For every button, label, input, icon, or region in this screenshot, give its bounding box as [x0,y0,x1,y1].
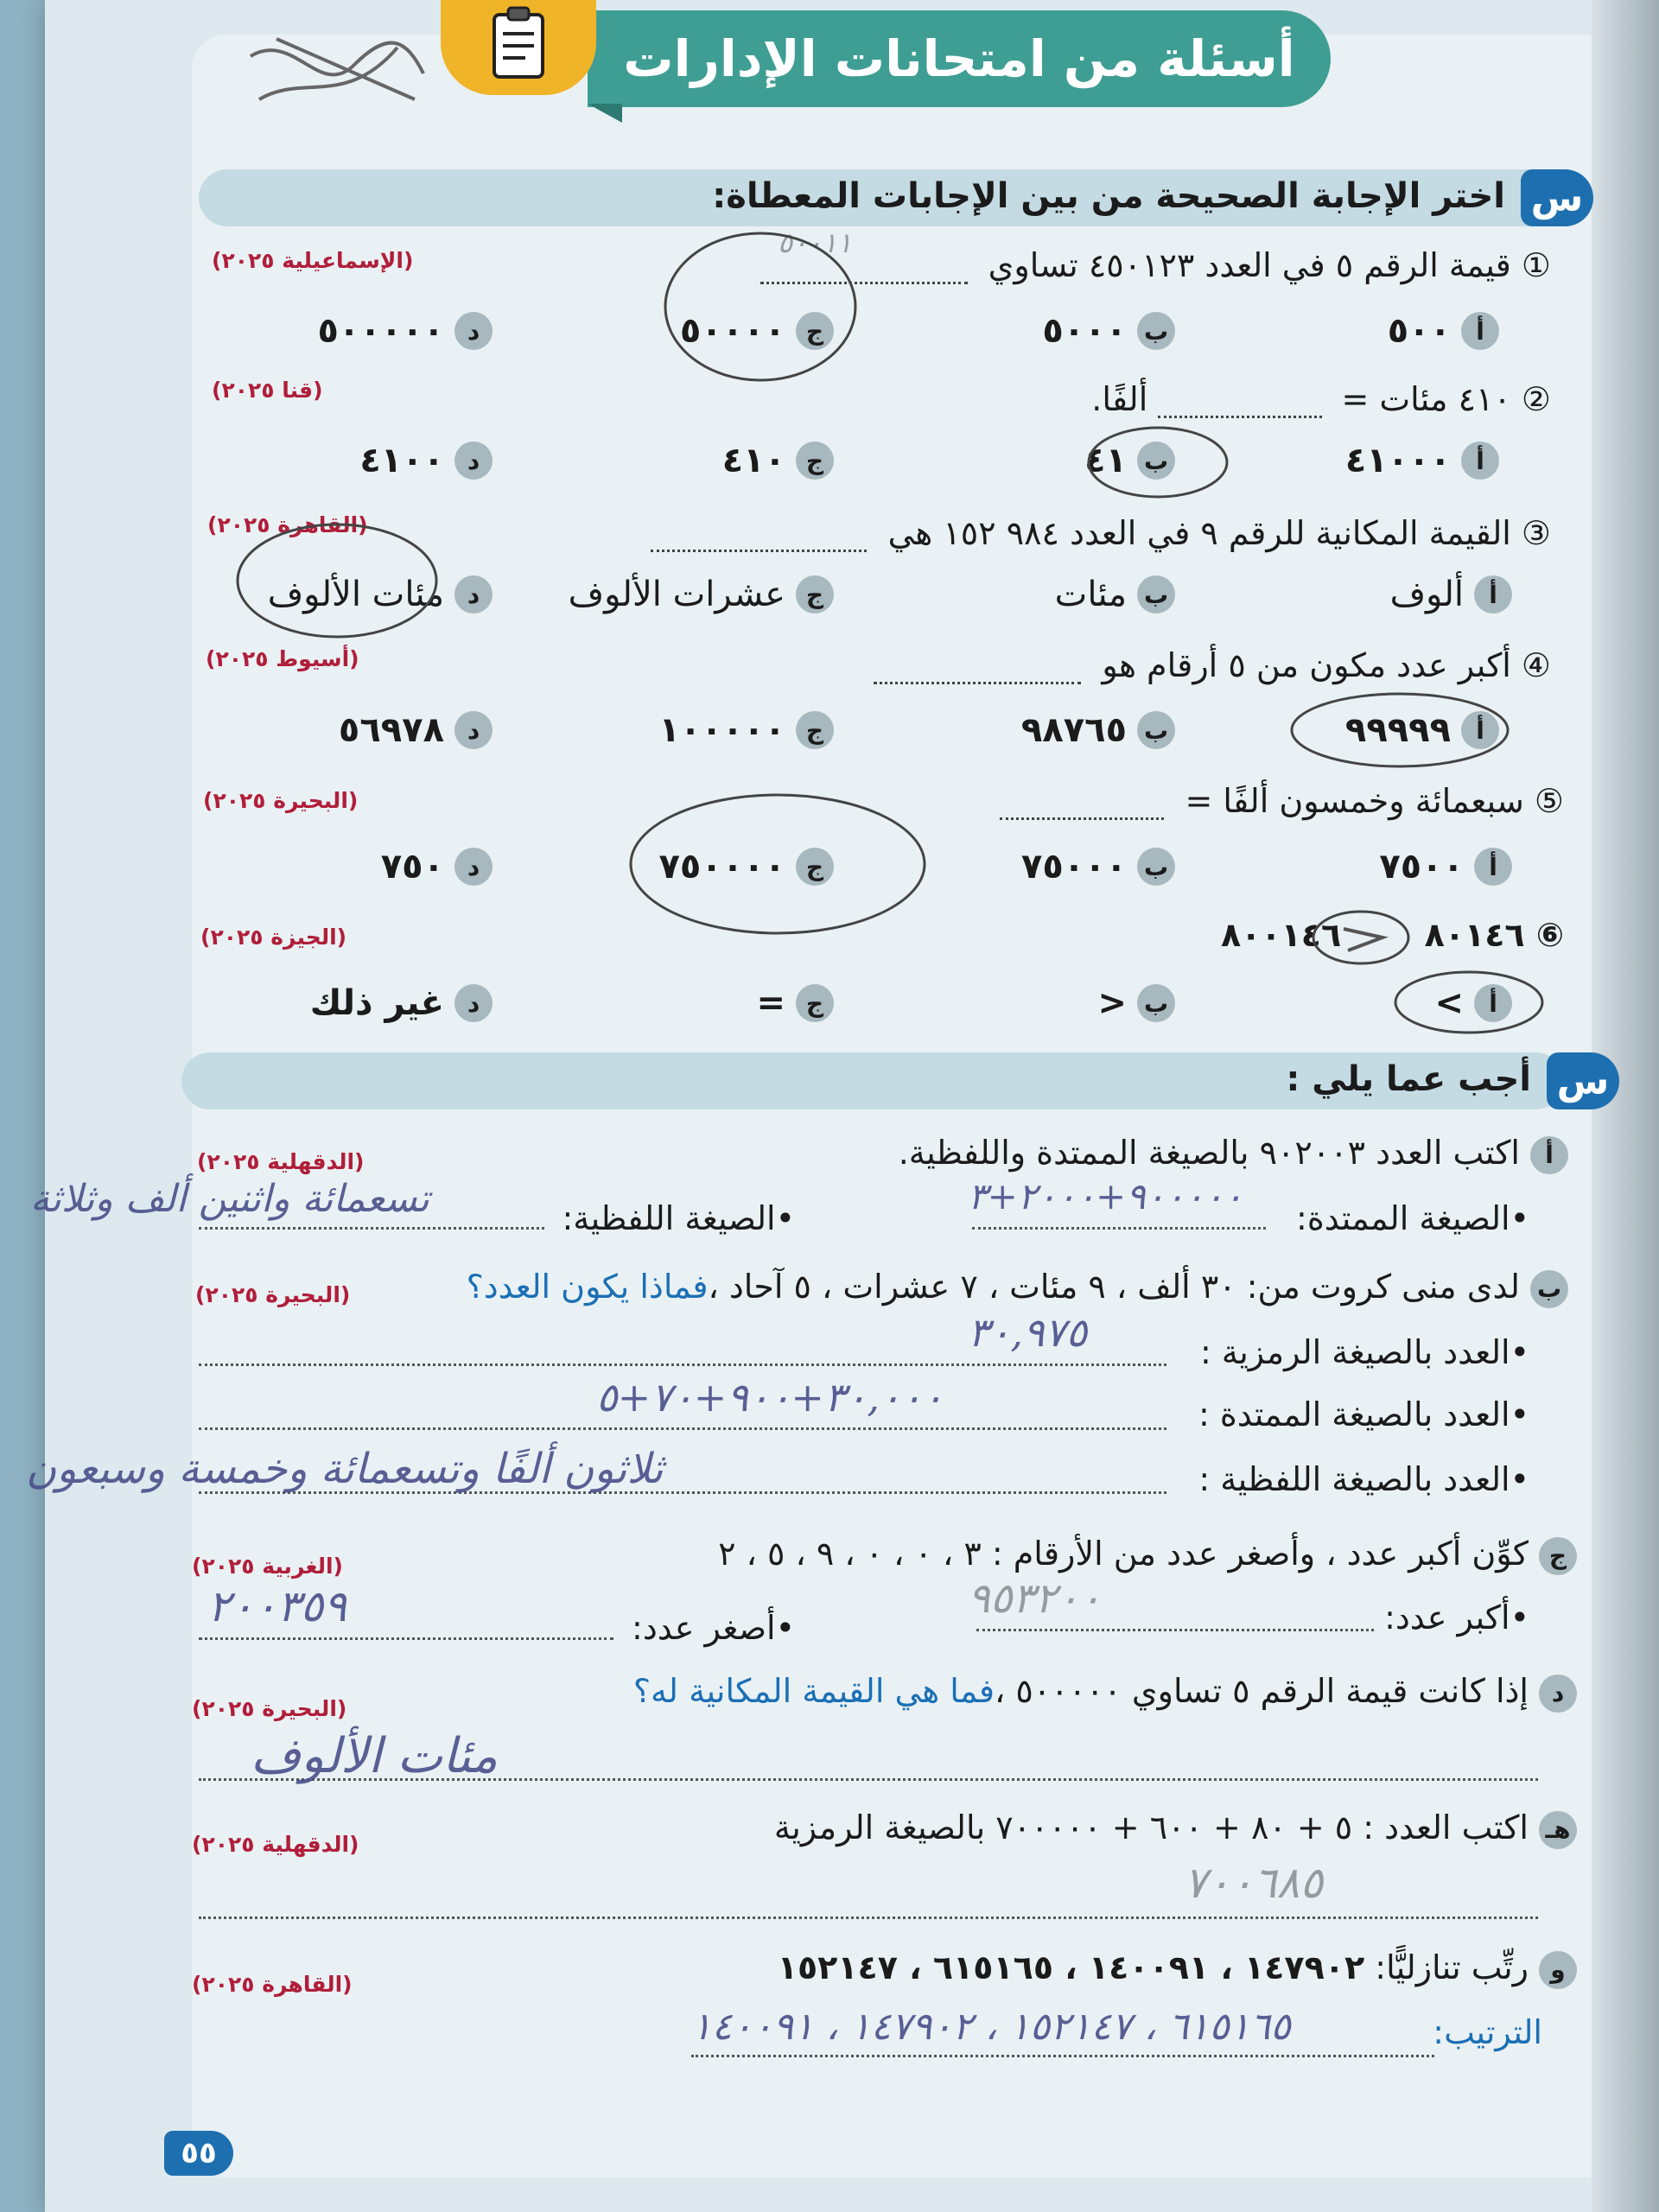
option-letter: ج [796,848,834,886]
option-b[interactable] [1021,710,1175,750]
option-value: ٥٠٠٠ [1042,311,1127,351]
question-b [467,1268,1568,1308]
numbers-to-order: ١٤٧٩٠٢ ، ١٤٠٠٩١ ، ٦١٥١٦٥ ، ١٥٢١٤٧ [777,1948,1365,1986]
question-text [760,246,1551,284]
question-source: (البحيرة ٢٠٢٥) [195,1282,351,1307]
option-letter: ج [796,711,834,749]
option-d[interactable] [318,311,493,351]
answer-line [199,1916,1538,1919]
question-c-text: كوِّن أكبر عدد ، وأصغر عدد من الأرقام : ٣ ، ٠ ، ٠ ، ٩ ، ٥ ، ٢ [718,1535,1529,1573]
option-letter: أ [1474,984,1512,1022]
handwritten-answer: ٣٠,٠٠٠+٩٠٠+٧٠+٥ [596,1374,944,1421]
question-b-text: لدى منى كروت من: ٣٠ ألف ، ٩ مئات ، ٧ عشرات ، ٥ آحاد ، [708,1268,1520,1306]
option-b[interactable] [1042,311,1175,351]
answer-line [199,1363,1166,1366]
option-d[interactable] [339,710,493,750]
question-source: (القاهرة ٢٠٢٥) [207,512,368,537]
question-f [778,1948,1577,1989]
header-banner [588,10,1331,107]
option-value: ٩٨٧٦٥ [1020,710,1127,750]
question-letter: هـ [1539,1811,1577,1849]
option-value: ٥٠٠٠٠٠ [317,311,444,351]
option-letter: ب [1137,442,1175,480]
question-4-text: ④ أكبر عدد مكون من ٥ أرقام هو [1102,646,1551,684]
option-value: ٥٦٩٧٨ [338,710,444,750]
question-b-prompt: فماذا يكون العدد؟ [466,1268,709,1306]
option-value: ١٠٠٠٠٠ [658,710,785,750]
clipboard-icon [491,6,546,80]
option-value: ٥٠٠٠٠ [679,311,785,351]
option-letter: ب [1137,575,1175,613]
option-value: > [1434,983,1464,1023]
option-value: عشرات الألوف [568,575,785,614]
handwritten-answer: ثلاثون ألفًا وتسعمائة وخمسة وسبعون [26,1445,664,1493]
option-letter: د [454,848,493,886]
question-source: (الدقهلية ٢٠٢٥) [192,1832,359,1857]
question-letter: أ [1530,1136,1568,1174]
option-value: ٤١٠٠٠ [1344,441,1451,480]
question-source: (الغربية ٢٠٢٥) [192,1554,343,1579]
option-value: ألوف [1389,575,1464,614]
handwritten-answer: تسعمائة واثنين ألف وثلاثة [30,1177,429,1221]
answer-blank [651,550,867,552]
pencil-scribble [242,22,441,117]
option-a[interactable] [1379,847,1512,887]
question-2-text: ② ٤١٠ مئات = [1341,380,1551,418]
option-value: مئات [1054,575,1127,614]
option-letter: ب [1137,312,1175,350]
option-a[interactable] [1434,983,1512,1023]
handwritten-answer: مئات الألوف [251,1728,499,1784]
option-letter: ب [1137,711,1175,749]
option-letter: أ [1461,312,1499,350]
page-title: أسئلة من امتحانات الإدارات [623,29,1295,88]
option-d[interactable] [359,441,493,480]
option-c[interactable] [756,983,834,1023]
section2-title: أجب عما يلي : [1286,1059,1531,1099]
question-letter: و [1539,1951,1577,1989]
smallest-number-label: •أصغر عدد: [632,1609,795,1647]
question-source: (القاهرة ٢٠٢٥) [192,1972,353,1997]
clipboard-badge [441,0,596,95]
handwritten-answer: ٩٠٠٠٠٠+٢٠٠٠+٣ [968,1175,1243,1217]
option-b[interactable] [1021,847,1175,887]
question-2-suffix: ألفًا. [1091,380,1148,418]
option-value: مئات الألوف [267,575,444,614]
section2-badge: س [1547,1052,1619,1109]
question-text [651,514,1551,552]
option-value: ٧٥٠٠٠ [1020,847,1127,887]
option-value: ٤١٠٠ [359,441,444,480]
question-text [1091,380,1551,418]
question-d-text: إذا كانت قيمة الرقم ٥ تساوي ٥٠٠٠٠٠ ، [995,1672,1529,1710]
option-c[interactable] [569,575,834,614]
order-label: الترتيب: [1433,2013,1542,2051]
option-a[interactable] [1390,575,1512,614]
option-value: ٤١٠ [721,441,785,480]
question-source: (الدقهلية ٢٠٢٥) [197,1149,365,1174]
option-letter: أ [1461,711,1499,749]
symbolic-form-label: •العدد بالصيغة الرمزية : [1199,1333,1529,1371]
option-letter: د [454,442,493,480]
option-value: = [756,983,785,1023]
option-value: ٧٥٠٠ [1379,847,1464,887]
largest-number-label: •أكبر عدد: [1384,1599,1529,1637]
option-letter: ب [1137,848,1175,886]
handwritten-answer: ٧٠٠٦٨٥ [1184,1858,1324,1908]
question-6-right-number: ٨٠٠١٤٦ [1220,916,1342,954]
answer-line [972,1227,1266,1230]
question-5-text: ⑤ سبعمائة وخمسون ألفًا = [1185,782,1564,820]
option-c[interactable] [722,441,834,480]
question-text [1221,916,1564,954]
page-number: ٥٥ [164,2131,233,2176]
question-letter: د [1539,1675,1577,1713]
option-letter: أ [1461,442,1499,480]
option-a[interactable] [1388,311,1499,351]
option-letter: ج [796,442,834,480]
question-e-text: اكتب العدد : ٥ + ٨٠ + ٦٠٠ + ٧٠٠٠٠٠ بالصيغة الرمزية [773,1808,1529,1847]
option-value: ٧٥٠ [380,847,444,887]
answer-blank [874,682,1081,684]
option-b[interactable] [1055,575,1175,614]
option-letter: ج [796,984,834,1022]
question-e [774,1808,1577,1849]
section1-badge: س [1521,169,1593,226]
answer-blank [1000,817,1164,820]
question-a [899,1134,1568,1174]
answer-line [199,1637,613,1640]
option-b[interactable] [1084,441,1175,480]
option-value: ٤١ [1084,441,1127,480]
handwritten-answer: ٦١٥١٦٥ ، ١٥٢١٤٧ ، ١٤٧٩٠٢ ، ١٤٠٠٩١ [691,2005,1291,2049]
question-source: (البحيرة ٢٠٢٥) [192,1696,347,1721]
option-c[interactable] [659,710,834,750]
option-d[interactable] [268,575,493,614]
handwritten-answer: ٩٥٣٢٠٠ [968,1574,1102,1623]
question-text [1000,782,1564,820]
question-a-text: اكتب العدد ٩٠٢٠٠٣ بالصيغة الممتدة واللفظية. [898,1134,1520,1172]
question-letter: ج [1539,1537,1577,1575]
option-letter: د [454,312,493,350]
question-1-text: ① قيمة الرقم ٥ في العدد ٤٥٠١٢٣ تساوي [988,246,1551,284]
option-d[interactable] [310,983,493,1023]
option-value: < [1097,983,1127,1023]
option-a[interactable] [1345,441,1499,480]
question-source: (أسيوط ٢٠٢٥) [206,646,359,671]
verbal-form-label: •الصيغة اللفظية: [562,1199,795,1237]
answer-line [976,1629,1374,1631]
option-letter: ج [796,575,834,613]
question-source: (الجيزة ٢٠٢٥) [200,925,347,950]
question-6-left-number: ⑥ ٨٠١٤٦ [1424,916,1564,954]
option-value: ٩٩٩٩٩ [1344,710,1451,750]
question-source: (الإسماعيلية ٢٠٢٥) [212,248,414,273]
option-letter: ب [1137,984,1175,1022]
expanded-form-label: •العدد بالصيغة الممتدة : [1198,1395,1529,1433]
option-letter: أ [1474,848,1512,886]
question-source: (البحيرة ٢٠٢٥) [203,788,359,813]
question-text [874,646,1551,684]
option-letter: أ [1474,575,1512,613]
answer-blank [1158,416,1322,418]
question-d [633,1672,1577,1713]
question-source: (قنا ٢٠٢٥) [212,378,323,403]
answer-line [199,1427,1166,1430]
handwritten-answer: ٣٠,٩٧٥ [968,1309,1088,1356]
question-f-text: رتِّب تنازليًّا: [1375,1948,1529,1986]
banner-tail [588,104,622,123]
handwritten-mark: ٥٠٠١١ [778,226,852,259]
answer-line [199,1227,544,1230]
question-c [718,1535,1577,1575]
option-letter: د [454,711,493,749]
option-letter: ج [796,312,834,350]
question-d-prompt: فما هي القيمة المكانية له؟ [632,1672,995,1710]
option-c[interactable] [659,847,834,887]
option-d[interactable] [381,847,493,887]
section1-title: اختر الإجابة الصحيحة من بين الإجابات المعطاة: [712,176,1505,216]
option-b[interactable] [1097,983,1175,1023]
option-a[interactable] [1345,710,1499,750]
option-value: غير ذلك [309,983,444,1023]
option-c[interactable] [680,311,834,351]
expanded-form-label: •الصيغة الممتدة: [1296,1199,1529,1237]
answer-line [691,2055,1434,2057]
option-letter: د [454,984,493,1022]
verbal-form-label: •العدد بالصيغة اللفظية : [1198,1460,1529,1498]
question-3-text: ③ القيمة المكانية للرقم ٩ في العدد ٩٨٤ ١٥٢ هي [887,514,1551,552]
question-letter: ب [1530,1270,1568,1308]
handwritten-answer: ٢٠٠٣٥٩ [207,1581,347,1631]
option-letter: د [454,575,493,613]
option-value: ٧٥٠٠٠٠ [658,847,785,887]
option-value: ٥٠٠ [1387,311,1451,351]
answer-blank [760,282,968,284]
